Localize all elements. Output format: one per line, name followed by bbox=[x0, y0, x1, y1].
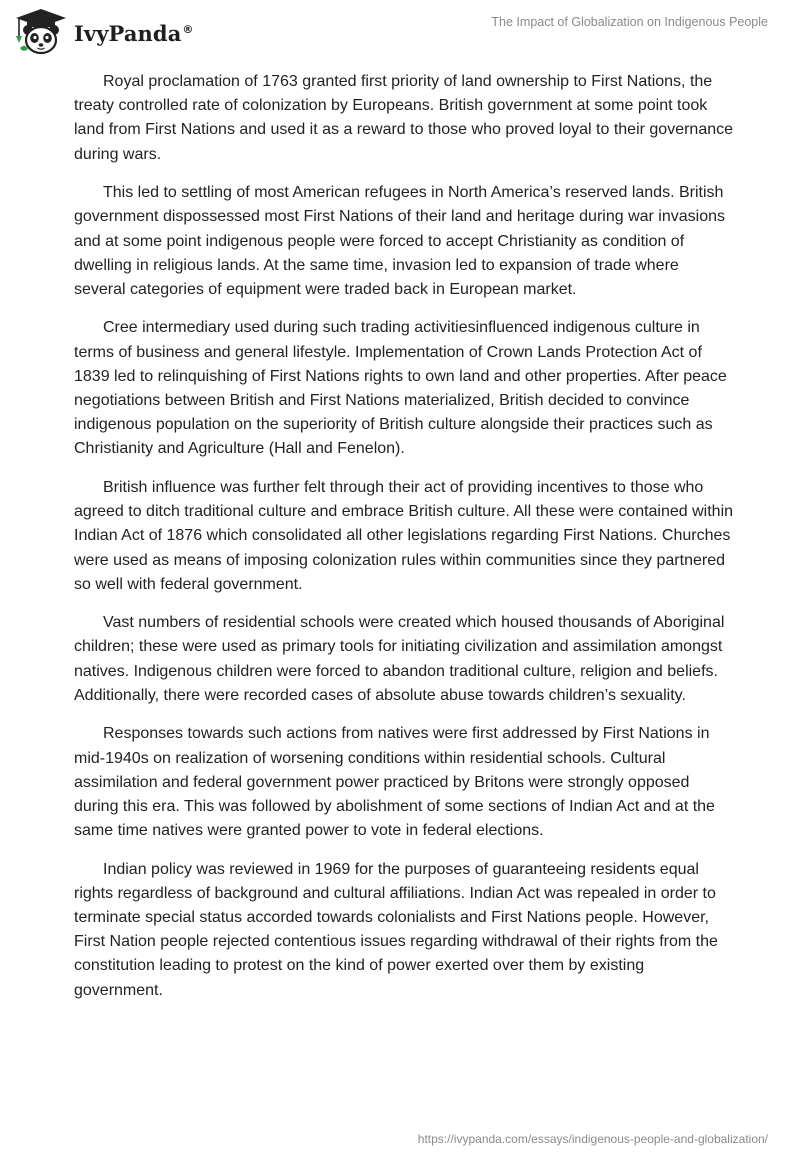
paragraph: Vast numbers of residential schools were created which housed thousands of Aboriginal children; these were used as primary tools for initiating civilization and assimilation amongst natives. Indigenous children were forced to abandon traditional culture, religion and beliefs. Additionally, there were recorded cases of absolute abuse towards children’s sexuality. bbox=[74, 614, 725, 704]
document-title: The Impact of Globalization on Indigenous People bbox=[491, 15, 768, 29]
paragraph: Indian policy was reviewed in 1969 for the purposes of guaranteeing residents equal rights regardless of background and cultural affiliations. Indian Act was repealed in order to terminate special status accorded towards colonialists and First Nations people. However, First Nation people rejected contentious issues regarding withdrawal of their rights from the constitution leading to protest on the kind of power exerted over them by existing government. bbox=[74, 860, 718, 999]
paragraph: Cree intermediary used during such trading activitiesinfluenced indigenous culture in terms of business and general lifestyle. Implementation of Crown Lands Protection Act of 1839 led to relinquishing of First Nations rights to own land and other properties. After peace negotiations between British and First Nations materialized, British decided to convince indigenous population on the superiority of British culture alongside their practices such as Christianity and Agriculture (Hall and Fenelon). bbox=[74, 319, 727, 458]
paragraph: British influence was further felt through their act of providing incentives to those who agreed to ditch traditional culture and embrace British culture. All these were contained within Indian Act of 1876 which consolidated all other legislations regarding First Nations. Churches were used as means of imposing colonization rules within communities since they partnered so well with federal government. bbox=[74, 478, 734, 593]
paragraph: Responses towards such actions from natives were first addressed by First Nations in mid-1940s on realization of worsening conditions within residential schools. Cultural assimilation and federal government power practiced by Britons were strongly opposed during this era. This was followed by abolishment of some sections of Indian Act and at the same time natives were granted power to vote in federal elections. bbox=[74, 725, 715, 840]
panda-graduation-cap-icon bbox=[14, 8, 68, 56]
logo-wordmark: IvyPanda® bbox=[74, 20, 194, 46]
page-header bbox=[0, 0, 800, 60]
paragraph: This led to settling of most American refugees in North America’s reserved lands. British government dispossessed most First Nations of their land and heritage during war invasions and at some point indigenous people were forced to accept Christianity as condition of dwelling in religious lands. At the same time, invasion led to expansion of trade where several categories of equipment were traded back in European market. bbox=[74, 184, 725, 298]
paragraph: Royal proclamation of 1763 granted first priority of land ownership to First Nations, the treaty controlled rate of colonization by Europeans. British government at some point took land from First Nations and used it as a reward to those who proved loyal to their governance during wars. bbox=[74, 73, 734, 163]
essay-body bbox=[74, 70, 734, 1017]
source-url-link[interactable]: https://ivypanda.com/essays/indigenous-people-and-globalization/ bbox=[417, 1132, 768, 1146]
ivypanda-logo[interactable] bbox=[14, 8, 194, 56]
